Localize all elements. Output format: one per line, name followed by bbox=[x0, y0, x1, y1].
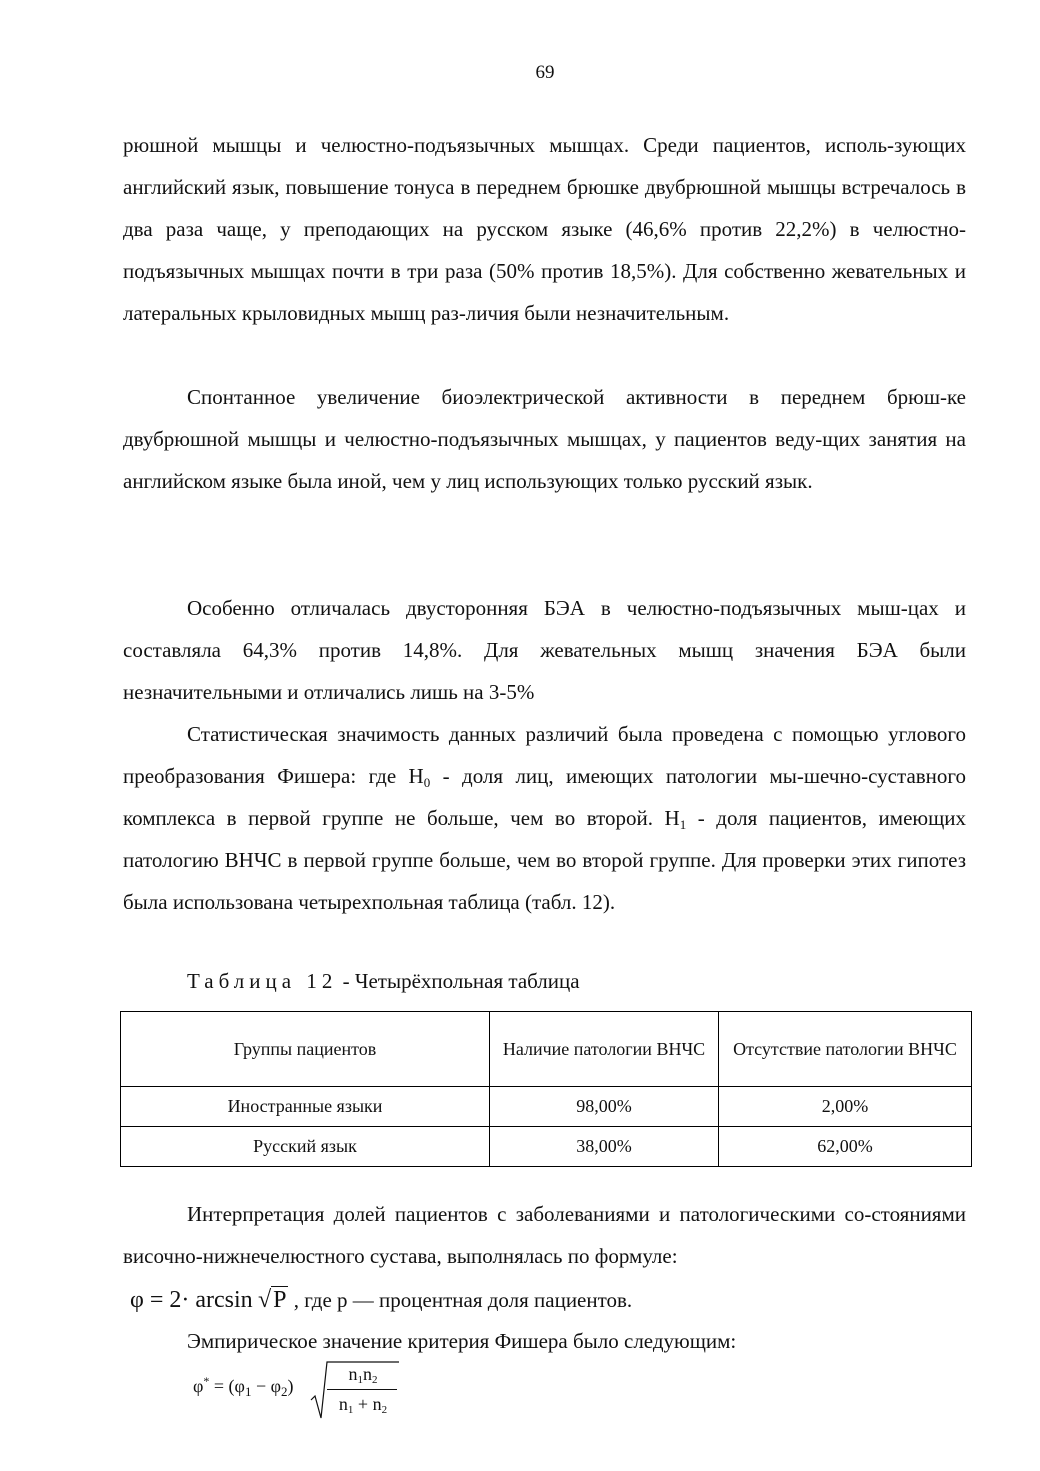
paragraph-5-text: Интерпретация долей пациентов с заболеваниями и патологическими со-стояниями височно-нижнечелюстного сустава, выполнялась по формуле: bbox=[123, 1202, 966, 1268]
fisher-formula-root bbox=[309, 1360, 399, 1420]
h1-subscript: 1 bbox=[679, 817, 687, 832]
n-symbol: n bbox=[338, 1394, 348, 1414]
table-cell: 62,00% bbox=[719, 1127, 972, 1167]
phi-symbol: φ bbox=[193, 1376, 204, 1396]
paragraph-1-text: рюшной мышцы и челюстно-подъязычных мышцах. Среди пациентов, исполь-зующих английский язык, повышение тонуса в переднем брюшке двубрюшной мышцы встречалось в два раза чаще, у преподающих на русском языке (46,6% против 22,2%) в челюстно-подъязычных мышцах почти в три раза (50% против 18,5%). Для собственно жевательных и латеральных крыловидных мышц раз-личия были незначительным. bbox=[123, 133, 966, 325]
h0-subscript: 0 bbox=[423, 775, 431, 790]
formula-minus: − φ bbox=[251, 1376, 281, 1396]
paragraph-4-part-a: Статистическая значимость данных различий была проведена с помощью углового преобразования Фишера: где H bbox=[123, 722, 966, 788]
paragraph-2-text: Спонтанное увеличение биоэлектрической активности в переднем брюш-ке двубрюшной мышцы и челюстно-подъязычных мышцах, у пациентов веду-щих занятия на английском языке была иной, чем у лиц использующих только русский язык. bbox=[123, 385, 966, 493]
paragraph-6-text: Эмпирическое значение критерия Фишера было следующим: bbox=[187, 1329, 737, 1353]
subscript: 1 bbox=[347, 1404, 354, 1416]
paragraph-4-text bbox=[123, 713, 966, 923]
table-cell: 38,00% bbox=[490, 1127, 719, 1167]
paragraph-1 bbox=[123, 124, 966, 334]
table-cell: Иностранные языки bbox=[121, 1087, 490, 1127]
sqrt-sign: √ bbox=[257, 1287, 272, 1313]
phi2-subscript: 2 bbox=[280, 1384, 288, 1399]
formula-close-paren: ) bbox=[287, 1376, 294, 1396]
n-symbol: n bbox=[363, 1364, 372, 1384]
table-cell: 98,00% bbox=[490, 1087, 719, 1127]
page-number: 69 bbox=[535, 62, 555, 83]
fisher-numerator bbox=[327, 1364, 399, 1385]
paragraph-4 bbox=[123, 713, 966, 923]
subscript: 1 bbox=[357, 1374, 363, 1386]
table-caption-label: Таблица 12 bbox=[187, 969, 338, 993]
formula-phi-line bbox=[130, 1283, 632, 1317]
n-symbol: n bbox=[348, 1364, 358, 1384]
star-superscript: * bbox=[203, 1374, 210, 1388]
paragraph-3 bbox=[123, 587, 966, 713]
paragraph-2 bbox=[123, 376, 966, 502]
table-cell: Русский язык bbox=[121, 1127, 490, 1167]
subscript: 2 bbox=[372, 1374, 378, 1386]
formula-middle: = (φ bbox=[209, 1376, 245, 1396]
formula-phi-radicand: P bbox=[273, 1287, 287, 1313]
header-cell-presence: Наличие патологии ВНЧС bbox=[490, 1012, 719, 1087]
header-cell-absence: Отсутствие патологии ВНЧС bbox=[719, 1012, 972, 1087]
paragraph-5 bbox=[123, 1193, 966, 1277]
table-row bbox=[121, 1087, 972, 1127]
paragraph-3-text: Особенно отличалась двусторонняя БЭА в челюстно-подъязычных мыш-цах и составляла 64,3% против 14,8%. Для жевательных мышц значения БЭА были незначительными и отличались лишь на 3-5% bbox=[123, 596, 966, 704]
table-caption bbox=[187, 964, 580, 998]
fisher-formula-lhs bbox=[193, 1374, 293, 1397]
subscript: 2 bbox=[381, 1404, 388, 1416]
formula-phi-description: , где p — процентная доля пациентов. bbox=[293, 1288, 633, 1312]
fraction-bar bbox=[327, 1389, 397, 1390]
paragraph-4-part-b: - доля лиц, имеющих патологии мы-шечно-суставного комплекса в первой группе не больше, чем во второй. H bbox=[123, 764, 967, 830]
table-caption-text: - Четырёхпольная таблица bbox=[337, 969, 580, 993]
formula-phi-lhs: φ = 2· arcsin bbox=[130, 1287, 253, 1313]
phi1-subscript: 1 bbox=[244, 1384, 252, 1399]
table-cell: 2,00% bbox=[719, 1087, 972, 1127]
table-row bbox=[121, 1127, 972, 1167]
table-header-row bbox=[121, 1012, 972, 1087]
data-table bbox=[120, 1011, 972, 1167]
plus-n: + n bbox=[353, 1394, 382, 1414]
header-cell-groups: Группы пациентов bbox=[121, 1012, 490, 1087]
fisher-denominator bbox=[327, 1394, 399, 1415]
paragraph-6 bbox=[123, 1320, 966, 1362]
paragraph-4-part-c: - доля пациентов, имеющих патологию ВНЧС в первой группе больше, чем во второй группе. Для проверки этих гипотез была использована четырехпольная таблица (табл. 12). bbox=[123, 806, 966, 914]
